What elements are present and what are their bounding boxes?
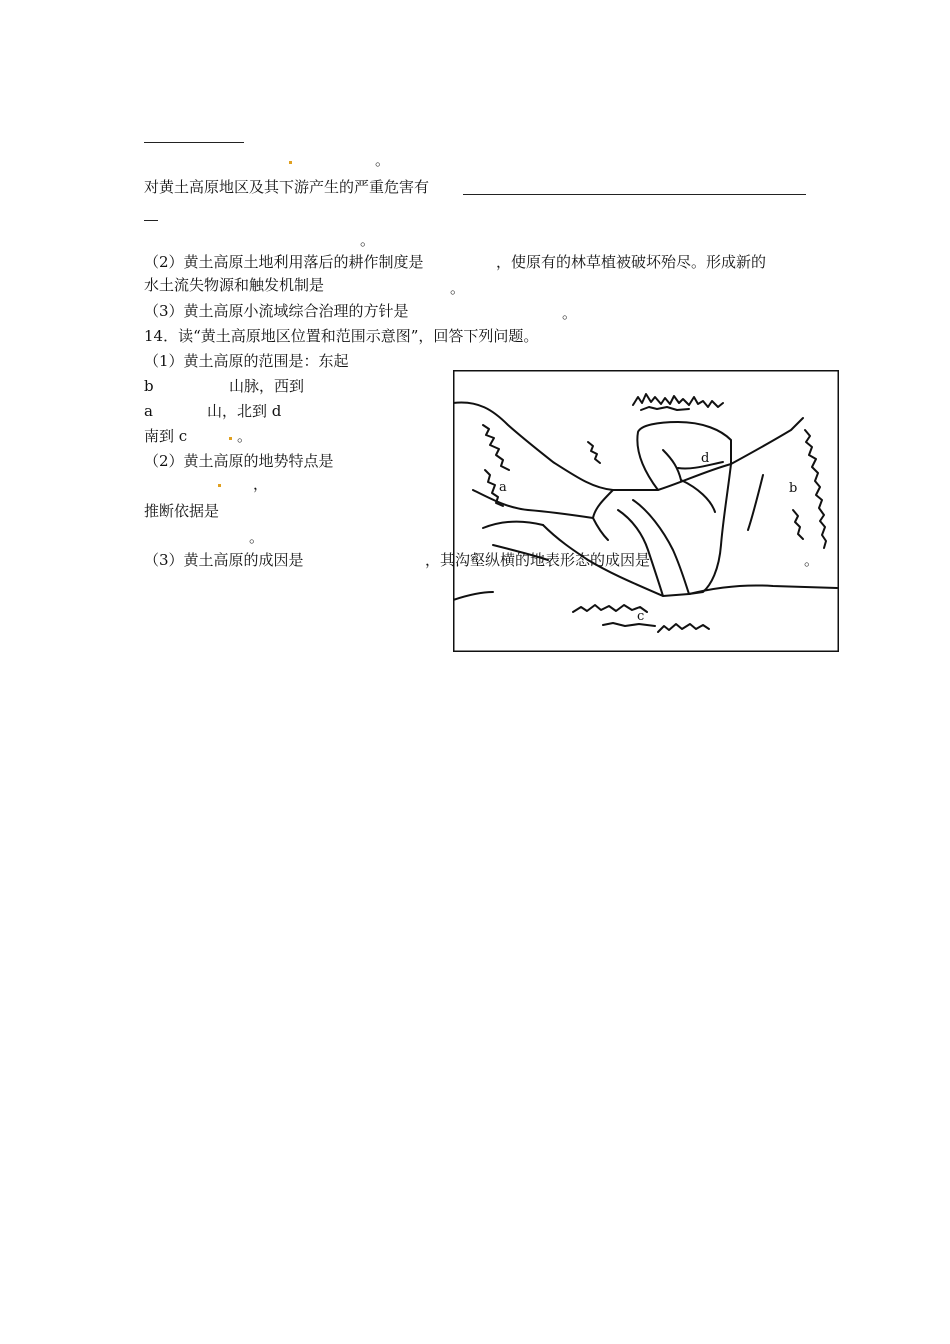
tributary <box>681 480 715 512</box>
q14-s2-basis: 推断依据是 <box>144 502 220 520</box>
highlight-mark <box>229 437 232 440</box>
period-3: 。 <box>450 279 466 297</box>
mountain-range-north <box>633 394 723 407</box>
mountain-range-west-a <box>483 425 509 470</box>
tributary <box>633 500 689 594</box>
q14-s3a: （3）黄土高原的成因是 <box>144 551 304 569</box>
q14-s1-a-text: 山，北到 d <box>207 402 282 420</box>
q14-s1-end: 。 <box>237 427 253 445</box>
yellow-river <box>453 402 803 490</box>
mountain-range-south <box>658 624 709 632</box>
mountain-range-middle <box>588 442 600 463</box>
q14-s1-line1: （1）黄土高原的范围是：东起 <box>144 352 349 370</box>
period-2: 。 <box>360 231 376 249</box>
q13-part2-line2: 水土流失物源和触发机制是 <box>144 276 325 294</box>
map-label-c: c <box>637 609 645 624</box>
q14-s1-a-letter: a <box>144 402 153 420</box>
q14-s1-b-letter: b <box>144 377 154 395</box>
mountain-range-east-b <box>793 510 803 539</box>
q14-s1-b-text: 山脉，西到 <box>229 377 305 395</box>
harm-question: 对黄土高原地区及其下游产生的严重危害有 <box>144 178 430 196</box>
tributary <box>593 490 613 540</box>
q14-s3-end: 。 <box>804 551 820 569</box>
yellow-river-south <box>689 464 731 594</box>
q14-s1-c: 南到 c <box>144 427 188 445</box>
tributary <box>748 475 763 530</box>
mountain-range-east-b <box>805 430 826 548</box>
q13-part2-line1b: ，使原有的林草植被破坏殆尽。形成新的 <box>496 253 767 271</box>
map-label-d: d <box>701 451 710 466</box>
map-label-a: a <box>499 480 507 495</box>
answer-line-harm-cont <box>144 220 158 221</box>
highlight-mark <box>218 484 221 487</box>
tributary <box>689 585 837 594</box>
answer-line-top <box>144 142 244 143</box>
q14-s3b: ，其沟壑纵横的地表形态的成因是 <box>425 551 651 569</box>
tributary <box>493 545 548 560</box>
period-1: 。 <box>375 151 391 169</box>
mountain-range-south <box>603 623 655 626</box>
tributary <box>473 490 593 518</box>
highlight-mark <box>289 161 292 164</box>
tributary <box>453 592 493 600</box>
tributary <box>483 522 543 528</box>
period-4: 。 <box>562 304 578 322</box>
answer-line-harm <box>463 194 806 195</box>
tributary <box>543 525 689 596</box>
mountain-range-north <box>641 407 689 410</box>
mountain-range-south <box>573 605 647 612</box>
loess-plateau-map <box>453 370 839 652</box>
q14-s2: （2）黄土高原的地势特点是 <box>144 452 334 470</box>
q13-part2-line1a: （2）黄土高原土地利用落后的耕作制度是 <box>144 253 424 271</box>
q14-s2-comma: ， <box>253 475 269 493</box>
tributary <box>663 450 681 480</box>
q13-part3: （3）黄土高原小流域综合治理的方针是 <box>144 302 409 320</box>
q14-title: 14．读“黄土高原地区位置和范围示意图”，回答下列问题。 <box>144 327 539 345</box>
map-label-b: b <box>789 481 798 496</box>
q14-s2-end: 。 <box>249 528 265 546</box>
